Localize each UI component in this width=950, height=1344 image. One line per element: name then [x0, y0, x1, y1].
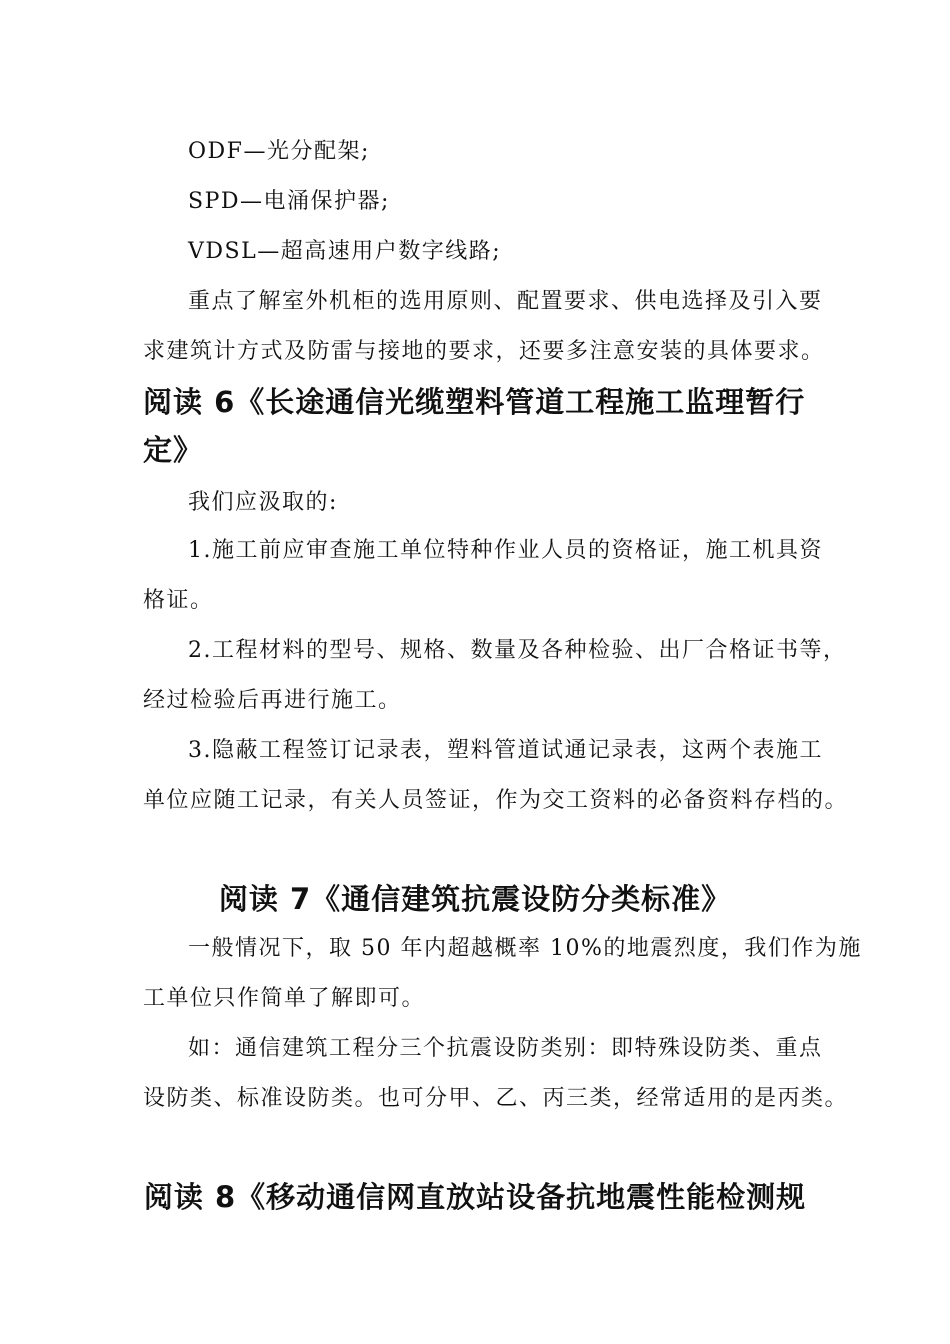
abbr-spd: SPD—电涌保护器; — [188, 189, 390, 214]
paragraph-line: 求建筑计方式及防雷与接地的要求，还要多注意安装的具体要求。 — [143, 339, 825, 364]
section-heading-7: 阅读 7《通信建筑抗震设防分类标准》 — [218, 882, 732, 916]
section-heading-6: 阅读 6《长途通信光缆塑料管道工程施工监理暂行 — [143, 385, 806, 419]
abbr-odf: ODF—光分配架; — [188, 139, 370, 164]
paragraph-line: 我们应汲取的: — [188, 490, 338, 515]
abbr-vdsl: VDSL—超高速用户数字线路; — [188, 239, 502, 264]
list-item-3-cont: 单位应随工记录，有关人员签证，作为交工资料的必备资料存档的。 — [143, 788, 849, 813]
list-item-1: 1.施工前应审查施工单位特种作业人员的资格证，施工机具资 — [188, 538, 823, 563]
section-heading-6-cont: 定》 — [143, 433, 204, 467]
list-item-2-cont: 经过检验后再进行施工。 — [143, 688, 402, 713]
paragraph-line: 工单位只作简单了解即可。 — [143, 986, 426, 1011]
section-heading-8: 阅读 8《移动通信网直放站设备抗地震性能检测规 — [143, 1180, 807, 1214]
paragraph-line: 如：通信建筑工程分三个抗震设防类别：即特殊设防类、重点 — [188, 1036, 823, 1061]
paragraph-line: 设防类、标准设防类。也可分甲、乙、丙三类，经常适用的是丙类。 — [143, 1086, 849, 1111]
paragraph-line: 重点了解室外机柜的选用原则、配置要求、供电选择及引入要 — [188, 289, 823, 314]
list-item-3: 3.隐蔽工程签订记录表，塑料管道试通记录表，这两个表施工 — [188, 738, 823, 763]
list-item-1-cont: 格证。 — [143, 588, 214, 613]
paragraph-line: 一般情况下，取 50 年内超越概率 10%的地震烈度，我们作为施 — [188, 936, 862, 961]
list-item-2: 2.工程材料的型号、规格、数量及各种检验、出厂合格证书等， — [188, 638, 847, 663]
